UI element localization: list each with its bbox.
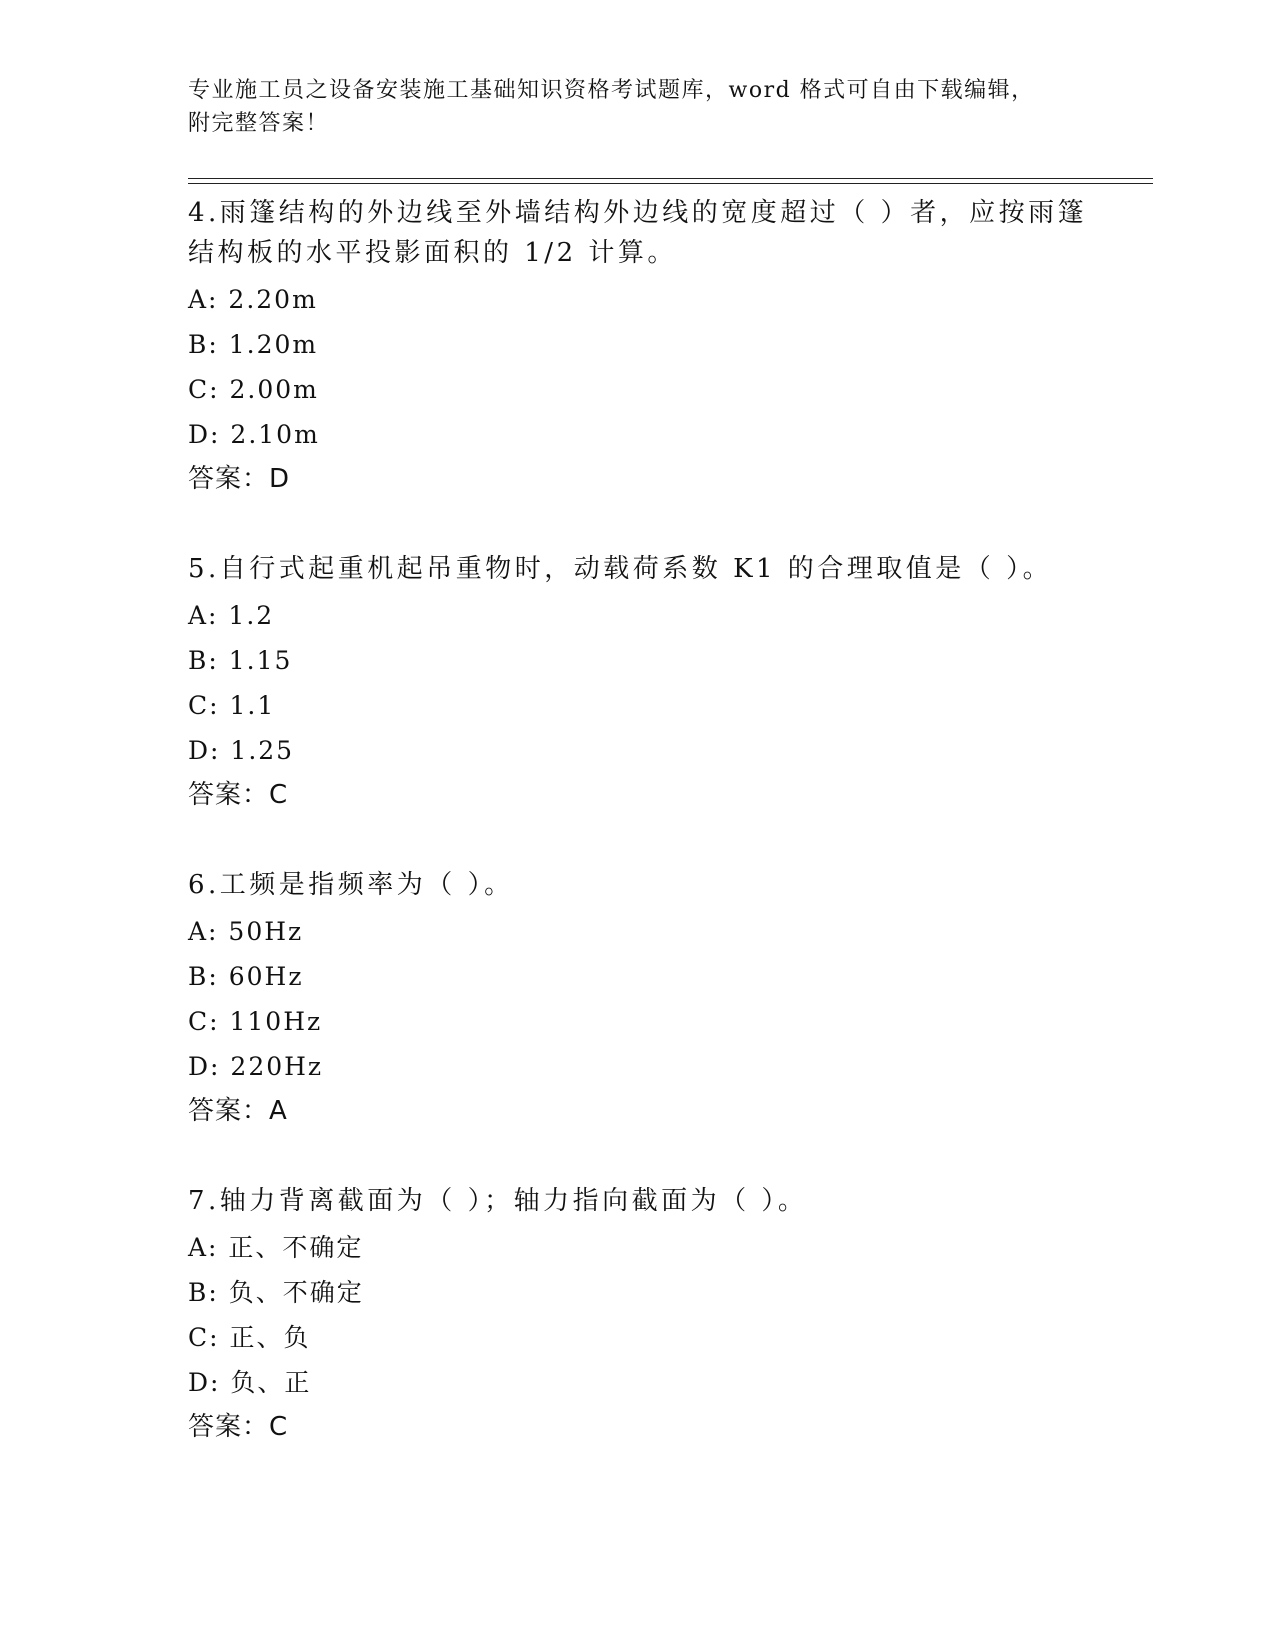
header-line-1: 专业施工员之设备安装施工基础知识资格考试题库，word 格式可自由下载编辑， [188,78,1035,103]
option-c: C: 1.1 [188,691,276,720]
document-header [188,74,1088,140]
option-a: A: 1.2 [188,601,275,630]
question-stem: 7.轴力背离截面为（ ）；轴力指向截面为（ ）。 [188,1186,808,1216]
question-list [188,193,1088,1497]
option-a: A: 2.20m [188,285,318,314]
question-7 [188,1181,1088,1450]
question-4 [188,193,1088,502]
option-c: C: 正、负 [188,1323,311,1352]
question-stem: 4.雨篷结构的外边线至外墙结构外边线的宽度超过（ ）者，应按雨篷结构板的水平投影面积的 1/2 计算。 [188,198,1088,268]
option-d: D: 2.10m [188,420,320,449]
option-d: D: 1.25 [188,736,295,765]
header-divider-bottom [188,183,1153,184]
option-c: C: 2.00m [188,375,319,404]
option-b: B: 负、不确定 [188,1278,364,1307]
option-a: A: 50Hz [188,917,304,946]
header-line-2: 附完整答案！ [188,111,330,136]
question-stem: 5.自行式起重机起吊重物时，动载荷系数 K1 的合理取值是（ ）。 [188,554,1053,584]
answer-label: 答案：C [188,780,289,810]
answer-label: 答案：A [188,1096,288,1126]
question-stem: 6.工频是指频率为（ ）。 [188,870,514,900]
option-d: D: 负、正 [188,1368,312,1397]
option-c: C: 110Hz [188,1007,323,1036]
question-5 [188,549,1088,818]
header-divider-top [188,178,1153,179]
option-d: D: 220Hz [188,1052,324,1081]
answer-label: 答案：D [188,464,291,494]
option-a: A: 正、不确定 [188,1233,364,1262]
option-b: B: 60Hz [188,962,304,991]
option-b: B: 1.20m [188,330,319,359]
question-6 [188,865,1088,1134]
option-b: B: 1.15 [188,646,293,675]
answer-label: 答案：C [188,1412,289,1442]
